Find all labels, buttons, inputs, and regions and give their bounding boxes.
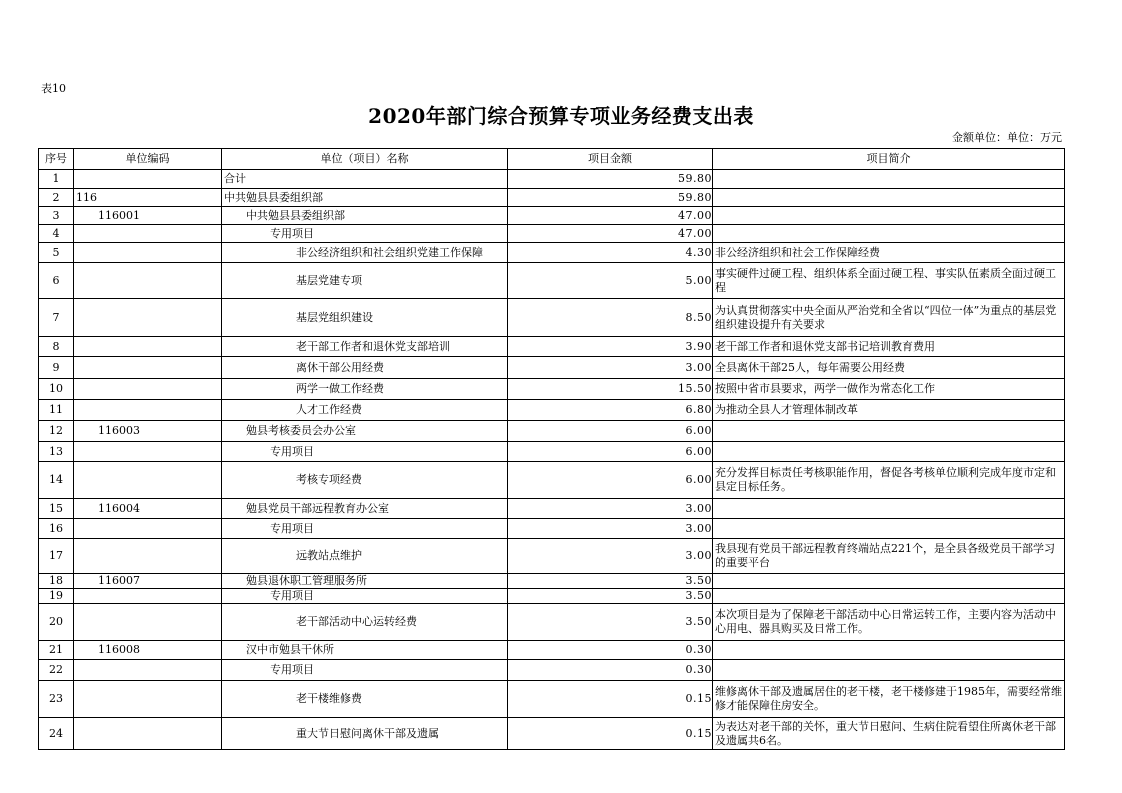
cell-seq: 16: [39, 519, 74, 539]
cell-unit-code: [74, 660, 222, 681]
cell-unit-name: 重大节日慰问离休干部及遗属: [222, 718, 508, 750]
cell-seq: 8: [39, 337, 74, 357]
cell-unit-code: [74, 243, 222, 263]
table-row: [39, 400, 1065, 421]
cell-seq: 23: [39, 681, 74, 718]
cell-unit-name: 专用项目: [222, 442, 508, 462]
cell-description: [713, 189, 1065, 207]
cell-unit-name: 老干部活动中心运转经费: [222, 604, 508, 641]
cell-amount: 0.15: [508, 718, 713, 750]
cell-unit-name: 勉县考核委员会办公室: [222, 421, 508, 442]
table-row: [39, 357, 1065, 379]
cell-amount: 3.90: [508, 337, 713, 357]
col-header-unit-code: 单位编码: [74, 149, 222, 170]
cell-unit-name: 老干楼维修费: [222, 681, 508, 718]
cell-seq: 2: [39, 189, 74, 207]
cell-amount: 8.50: [508, 299, 713, 337]
table-row: [39, 263, 1065, 299]
cell-seq: 12: [39, 421, 74, 442]
cell-unit-name: 勉县党员干部远程教育办公室: [222, 499, 508, 519]
cell-seq: 3: [39, 207, 74, 225]
table-row: [39, 337, 1065, 357]
cell-seq: 7: [39, 299, 74, 337]
cell-description: 老干部工作者和退休党支部书记培训教育费用: [713, 337, 1065, 357]
cell-seq: 4: [39, 225, 74, 243]
cell-unit-code: [74, 681, 222, 718]
table-row: [39, 604, 1065, 641]
cell-amount: 59.80: [508, 170, 713, 189]
cell-seq: 18: [39, 574, 74, 589]
cell-description: [713, 660, 1065, 681]
table-row: [39, 539, 1065, 574]
cell-unit-code: [74, 718, 222, 750]
table-row: [39, 641, 1065, 660]
cell-description: [713, 574, 1065, 589]
table-row: [39, 379, 1065, 400]
cell-seq: 5: [39, 243, 74, 263]
table-row: [39, 499, 1065, 519]
cell-unit-name: 专用项目: [222, 589, 508, 604]
cell-description: 本次项目是为了保障老干部活动中心日常运转工作，主要内容为活动中心用电、器具购买及日常工作。: [713, 604, 1065, 641]
cell-unit-name: 专用项目: [222, 519, 508, 539]
cell-description: 事实硬件过硬工程、组织体系全面过硬工程、事实队伍素质全面过硬工程: [713, 263, 1065, 299]
cell-amount: 0.30: [508, 660, 713, 681]
cell-unit-code: [74, 170, 222, 189]
table-row: [39, 660, 1065, 681]
cell-seq: 22: [39, 660, 74, 681]
table-row: [39, 189, 1065, 207]
cell-unit-name: 远教站点维护: [222, 539, 508, 574]
cell-amount: 3.50: [508, 574, 713, 589]
cell-description: 非公经济组织和社会工作保障经费: [713, 243, 1065, 263]
cell-amount: 47.00: [508, 207, 713, 225]
cell-unit-code: [74, 539, 222, 574]
table-row: [39, 299, 1065, 337]
cell-unit-name: 考核专项经费: [222, 462, 508, 499]
cell-amount: 5.00: [508, 263, 713, 299]
cell-unit-code: [74, 442, 222, 462]
cell-unit-name: 勉县退休职工管理服务所: [222, 574, 508, 589]
table-row: [39, 225, 1065, 243]
cell-unit-code: [74, 337, 222, 357]
cell-seq: 6: [39, 263, 74, 299]
cell-seq: 9: [39, 357, 74, 379]
col-header-seq: 序号: [39, 149, 74, 170]
cell-unit-code: [74, 225, 222, 243]
cell-unit-code: [74, 400, 222, 421]
cell-unit-name: 离休干部公用经费: [222, 357, 508, 379]
page-title: 2020年部门综合预算专项业务经费支出表: [368, 104, 754, 128]
cell-unit-code: 116001: [74, 207, 222, 225]
cell-unit-code: 116008: [74, 641, 222, 660]
cell-amount: 3.00: [508, 519, 713, 539]
cell-seq: 17: [39, 539, 74, 574]
table-row: [39, 574, 1065, 589]
cell-unit-code: [74, 299, 222, 337]
cell-description: 为认真贯彻落实中央全面从严治党和全省以“四位一体”为重点的基层党组织建设提升有关要求: [713, 299, 1065, 337]
cell-amount: 3.00: [508, 539, 713, 574]
cell-description: 全县离休干部25人，每年需要公用经费: [713, 357, 1065, 379]
cell-amount: 15.50: [508, 379, 713, 400]
cell-unit-code: [74, 604, 222, 641]
col-header-amount: 项目金额: [508, 149, 713, 170]
table-header-row: [39, 149, 1065, 170]
cell-seq: 10: [39, 379, 74, 400]
col-header-description: 项目简介: [713, 149, 1065, 170]
cell-amount: 47.00: [508, 225, 713, 243]
cell-description: [713, 170, 1065, 189]
cell-amount: 3.50: [508, 589, 713, 604]
cell-amount: 4.30: [508, 243, 713, 263]
cell-description: 为表达对老干部的关怀，重大节日慰问、生病住院看望住所离休老干部及遗属共6名。: [713, 718, 1065, 750]
cell-description: [713, 519, 1065, 539]
cell-unit-name: 专用项目: [222, 225, 508, 243]
cell-amount: 3.50: [508, 604, 713, 641]
cell-amount: 6.00: [508, 421, 713, 442]
table-row: [39, 421, 1065, 442]
cell-amount: 6.00: [508, 442, 713, 462]
table-row: [39, 442, 1065, 462]
cell-seq: 11: [39, 400, 74, 421]
cell-amount: 59.80: [508, 189, 713, 207]
table-row: [39, 207, 1065, 225]
cell-amount: 6.80: [508, 400, 713, 421]
cell-unit-code: [74, 519, 222, 539]
cell-description: [713, 499, 1065, 519]
cell-unit-code: [74, 263, 222, 299]
cell-unit-name: 非公经济组织和社会组织党建工作保障: [222, 243, 508, 263]
amount-unit-label: 金额单位：单位：万元: [952, 131, 1062, 144]
cell-description: [713, 421, 1065, 442]
cell-description: 充分发挥目标责任考核职能作用，督促各考核单位顺利完成年度市定和县定目标任务。: [713, 462, 1065, 499]
cell-unit-code: [74, 462, 222, 499]
cell-unit-code: [74, 379, 222, 400]
table-number: 表10: [41, 82, 66, 95]
cell-description: [713, 207, 1065, 225]
cell-seq: 15: [39, 499, 74, 519]
cell-unit-code: 116: [74, 189, 222, 207]
cell-amount: 3.00: [508, 357, 713, 379]
cell-seq: 14: [39, 462, 74, 499]
cell-seq: 21: [39, 641, 74, 660]
table-body: [39, 170, 1065, 750]
table-row: [39, 462, 1065, 499]
cell-description: [713, 589, 1065, 604]
cell-unit-name: 基层党组织建设: [222, 299, 508, 337]
col-header-unit-name: 单位（项目）名称: [222, 149, 508, 170]
cell-unit-name: 合计: [222, 170, 508, 189]
table-row: [39, 589, 1065, 604]
cell-unit-name: 专用项目: [222, 660, 508, 681]
cell-description: [713, 442, 1065, 462]
cell-description: 维修离休干部及遗属居住的老干楼，老干楼修建于1985年，需要经常维修才能保障住房安全。: [713, 681, 1065, 718]
table-row: [39, 170, 1065, 189]
budget-table: [38, 148, 1065, 750]
cell-unit-name: 人才工作经费: [222, 400, 508, 421]
table-row: [39, 718, 1065, 750]
cell-unit-code: 116004: [74, 499, 222, 519]
cell-amount: 0.15: [508, 681, 713, 718]
cell-unit-code: [74, 357, 222, 379]
cell-unit-name: 两学一做工作经费: [222, 379, 508, 400]
cell-amount: 0.30: [508, 641, 713, 660]
cell-seq: 19: [39, 589, 74, 604]
cell-description: [713, 225, 1065, 243]
cell-unit-name: 老干部工作者和退休党支部培训: [222, 337, 508, 357]
cell-seq: 24: [39, 718, 74, 750]
cell-description: 为推动全县人才管理体制改革: [713, 400, 1065, 421]
cell-unit-code: 116003: [74, 421, 222, 442]
cell-amount: 3.00: [508, 499, 713, 519]
cell-unit-name: 中共勉县县委组织部: [222, 207, 508, 225]
table-row: [39, 243, 1065, 263]
cell-unit-name: 中共勉县县委组织部: [222, 189, 508, 207]
cell-unit-code: [74, 589, 222, 604]
cell-seq: 20: [39, 604, 74, 641]
cell-unit-name: 汉中市勉县干休所: [222, 641, 508, 660]
cell-seq: 1: [39, 170, 74, 189]
cell-unit-name: 基层党建专项: [222, 263, 508, 299]
cell-description: 我县现有党员干部远程教育终端站点221个，是全县各级党员干部学习的重要平台: [713, 539, 1065, 574]
table-row: [39, 519, 1065, 539]
cell-seq: 13: [39, 442, 74, 462]
cell-description: [713, 641, 1065, 660]
table-row: [39, 681, 1065, 718]
cell-unit-code: 116007: [74, 574, 222, 589]
cell-amount: 6.00: [508, 462, 713, 499]
cell-description: 按照中省市县要求，两学一做作为常态化工作: [713, 379, 1065, 400]
